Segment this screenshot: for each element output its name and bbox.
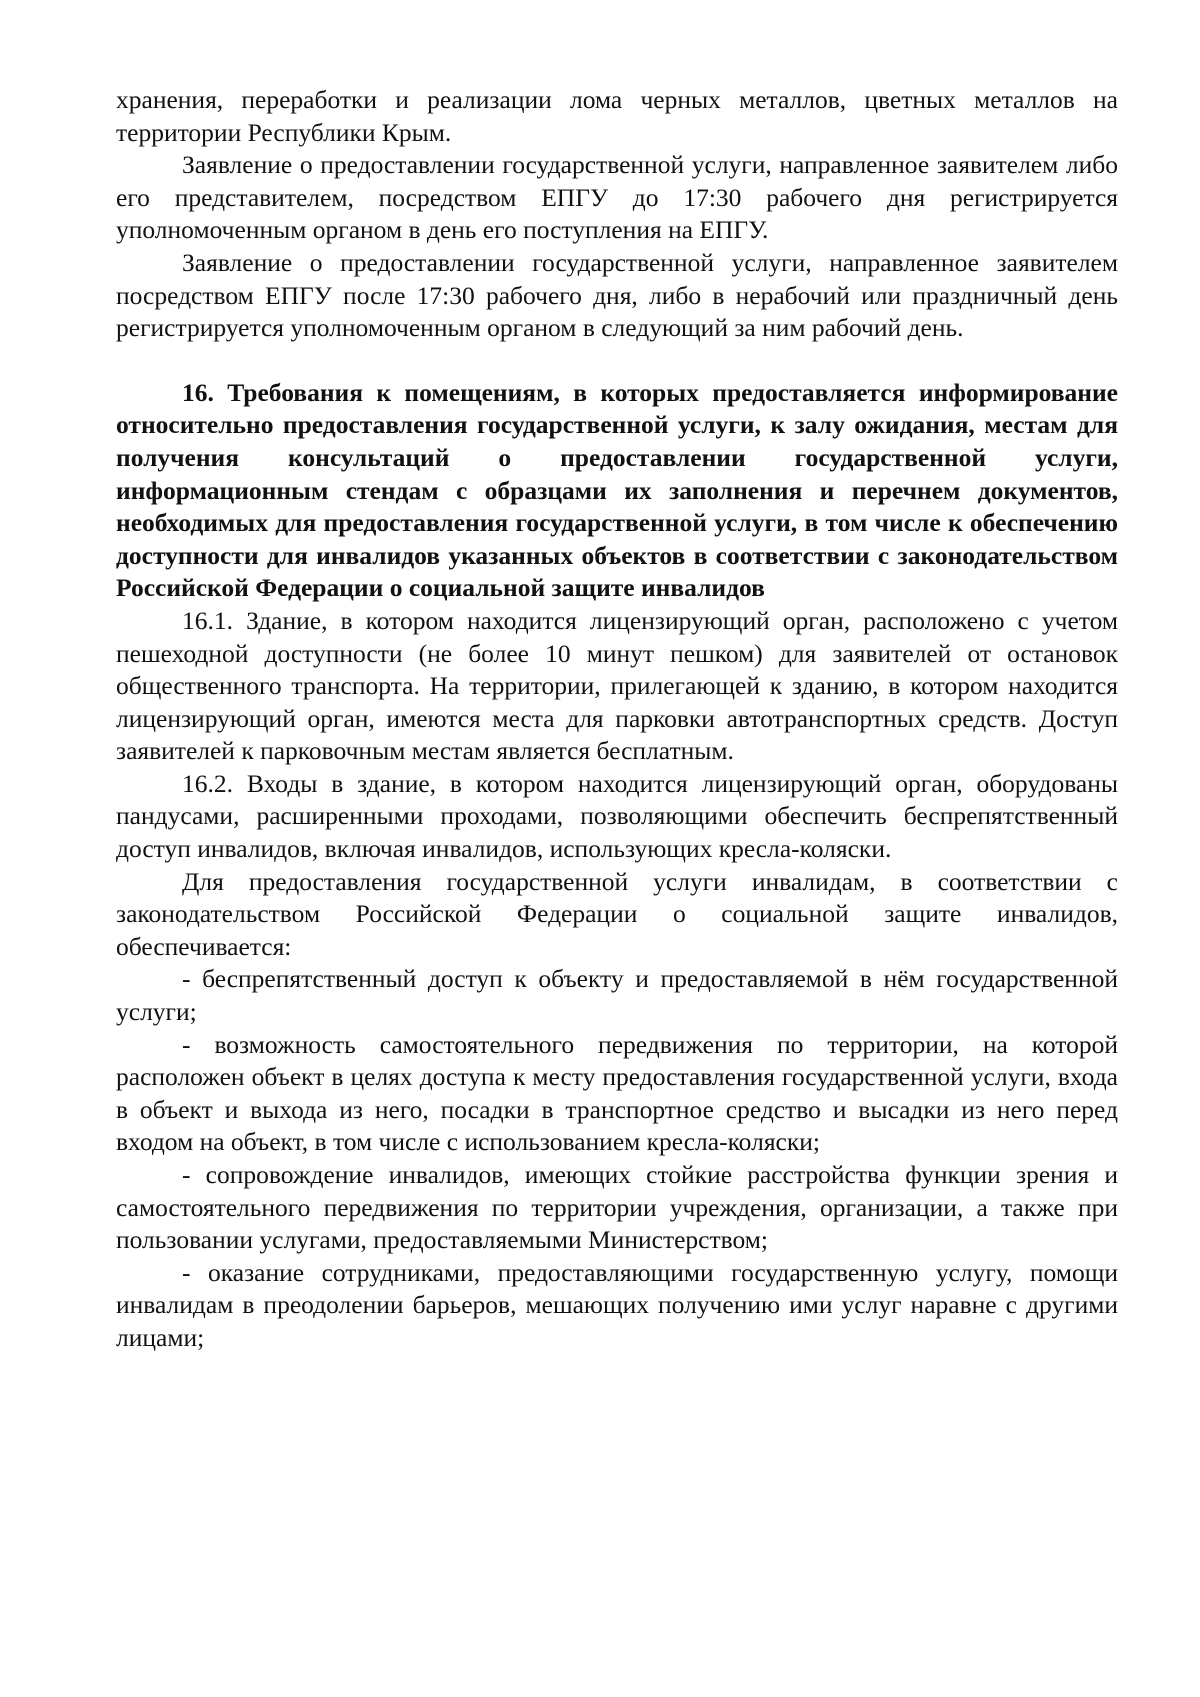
epgu-same-day-paragraph: Заявление о предоставлении государственной услуги, направленное заявителем либо его представителем, посредством ЕПГУ до 17:30 рабочего дня регистрируется уполномоченным органом в день его поступления на ЕПГУ. <box>116 150 1118 245</box>
clause-16-1-paragraph: 16.1. Здание, в котором находится лицензирующий орган, расположено с учетом пешеходной доступности (не более 10 минут пешком) для заявителей от остановок общественного транспорта. На территории, прилегающей к зданию, в котором находится лицензирующий орган, имеются места для парковки автотранспортных средств. Доступ заявителей к парковочным местам является бесплатным. <box>116 605 1118 766</box>
list-item: - оказание сотрудниками, предоставляющими государственную услугу, помощи инвалидам в преодолении барьеров, мешающих получению ими услуг наравне с другими лицами; <box>116 1257 1118 1352</box>
provision-intro-paragraph: Для предоставления государственной услуги инвалидам, в соответствии с законодательством Российской Федерации о социальной защите инвалидов, обеспечивается: <box>116 866 1118 961</box>
clause-16-2-paragraph: 16.2. Входы в здание, в котором находится лицензирующий орган, оборудованы пандусами, расширенными проходами, позволяющими обеспечить беспрепятственный доступ инвалидов, включая инвалидов, использующих кресла-коляски. <box>116 768 1118 864</box>
list-item: - сопровождение инвалидов, имеющих стойкие расстройства функции зрения и самостоятельного передвижения по территории учреждения, организации, а также при пользовании услугами, предоставляемыми Министерством; <box>116 1160 1118 1255</box>
document-page <box>116 84 1118 1355</box>
list-item: - беспрепятственный доступ к объекту и предоставляемой в нём государственной услуги; <box>116 964 1118 1027</box>
intro-tail-paragraph: хранения, переработки и реализации лома черных металлов, цветных металлов на территории Республики Крым. <box>116 85 1118 147</box>
epgu-next-day-paragraph: Заявление о предоставлении государственной услуги, направленное заявителем посредством ЕПГУ после 17:30 рабочего дня, либо в нерабочий или праздничный день регистрируется уполномоченным органом в следующий за ним рабочий день. <box>116 247 1118 343</box>
list-item: - возможность самостоятельного передвижения по территории, на которой расположен объект в целях доступа к месту предоставления государственной услуги, входа в объект и выхода из него, посадки в транспортное средство и высадки из него перед входом на объект, в том числе с использованием кресла-коляски; <box>116 1029 1118 1157</box>
section-16-heading: 16. Требования к помещениям, в которых предоставляется информирование относительно предоставления государственной услуги, к залу ожидания, местам для получения консультаций о предоставлении государственной услуги, информационным стендам с образцами их заполнения и перечнем документов, необходимых для предоставления государственной услуги, в том числе к обеспечению доступности для инвалидов указанных объектов в соответствии с законодательством Российской Федерации о социальной защите инвалидов <box>116 377 1118 603</box>
